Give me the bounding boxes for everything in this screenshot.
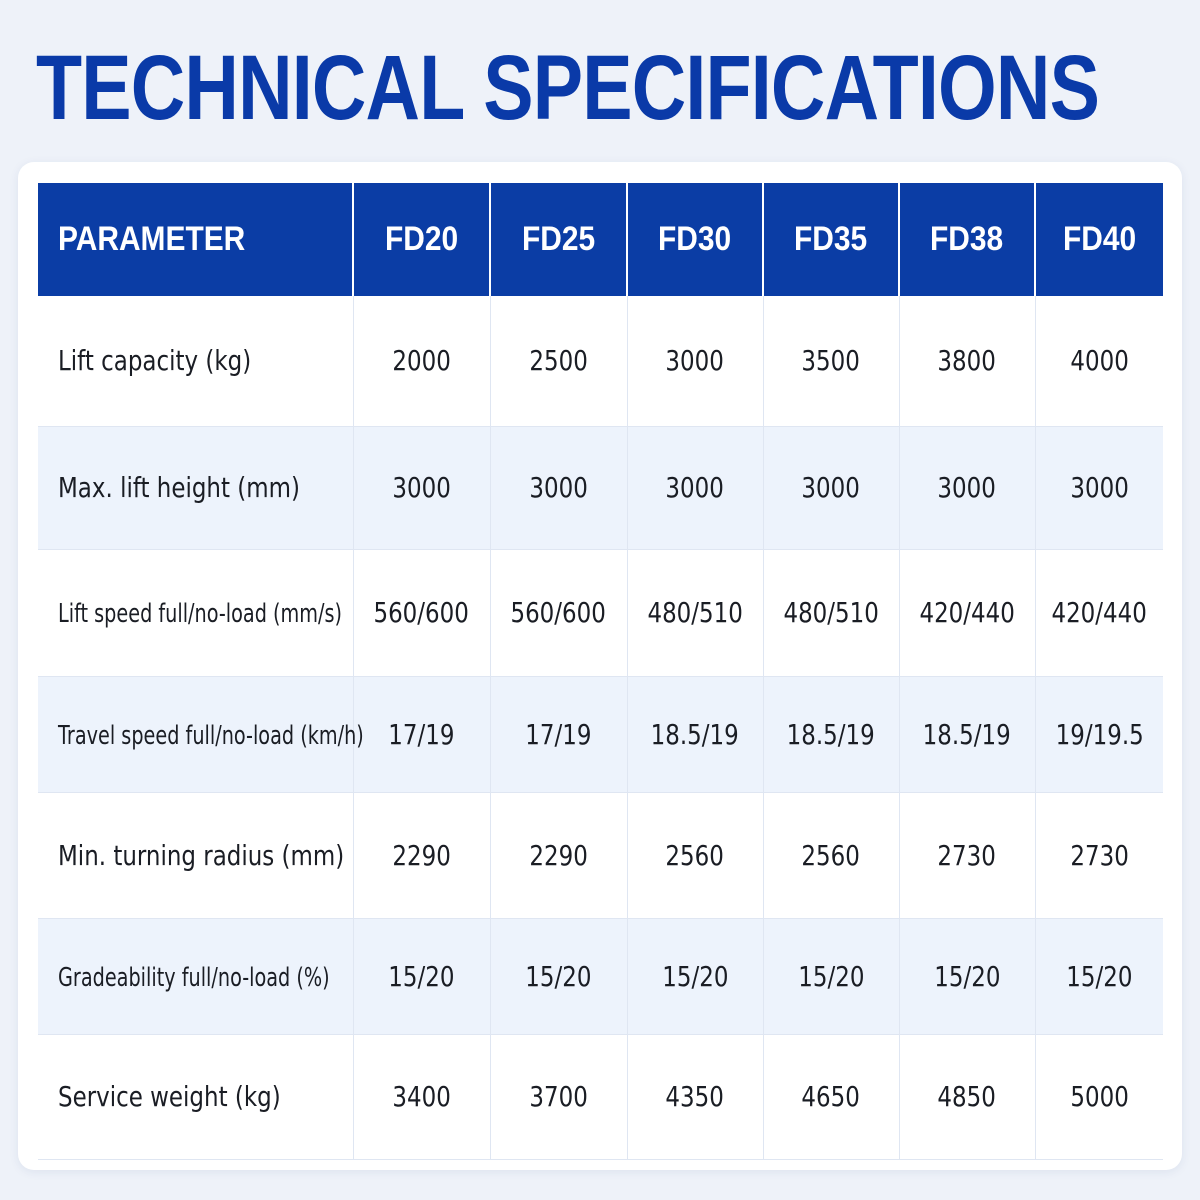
table-cell: 2000 bbox=[353, 296, 490, 426]
header-model-fd25: FD25 bbox=[490, 183, 627, 296]
table-cell: 480/510 bbox=[763, 549, 899, 676]
table-cell: 3000 bbox=[763, 426, 899, 549]
header-parameter: PARAMETER bbox=[38, 183, 353, 296]
table-row bbox=[38, 426, 1163, 549]
table-cell: 2500 bbox=[490, 296, 627, 426]
header-model-fd20: FD20 bbox=[353, 183, 490, 296]
table-cell: 3000 bbox=[627, 296, 763, 426]
table-cell: 4000 bbox=[1035, 296, 1163, 426]
param-label: Max. lift height (mm) bbox=[38, 426, 353, 549]
table-cell: 15/20 bbox=[627, 918, 763, 1034]
table-cell: 2290 bbox=[353, 792, 490, 918]
table-cell: 15/20 bbox=[353, 918, 490, 1034]
table-cell: 3000 bbox=[1035, 426, 1163, 549]
table-cell: 15/20 bbox=[899, 918, 1035, 1034]
table-cell: 4850 bbox=[899, 1034, 1035, 1159]
table-cell: 18.5/19 bbox=[627, 676, 763, 792]
table-cell: 18.5/19 bbox=[899, 676, 1035, 792]
table-cell: 3000 bbox=[490, 426, 627, 549]
table-cell: 480/510 bbox=[627, 549, 763, 676]
param-label: Travel speed full/no-load (km/h) bbox=[38, 676, 353, 792]
table-cell: 4350 bbox=[627, 1034, 763, 1159]
table-cell: 560/600 bbox=[353, 549, 490, 676]
table-cell: 420/440 bbox=[899, 549, 1035, 676]
table-cell: 3000 bbox=[627, 426, 763, 549]
table-cell: 2730 bbox=[899, 792, 1035, 918]
param-label: Gradeability full/no-load (%) bbox=[38, 918, 353, 1034]
table-cell: 3000 bbox=[899, 426, 1035, 549]
table-cell: 3500 bbox=[763, 296, 899, 426]
header-model-fd35: FD35 bbox=[763, 183, 899, 296]
table-cell: 17/19 bbox=[490, 676, 627, 792]
table-cell: 420/440 bbox=[1035, 549, 1163, 676]
table-cell: 5000 bbox=[1035, 1034, 1163, 1159]
table-row bbox=[38, 296, 1163, 426]
table-cell: 15/20 bbox=[490, 918, 627, 1034]
param-label: Lift capacity (kg) bbox=[38, 296, 353, 426]
table-cell: 3000 bbox=[353, 426, 490, 549]
table-row bbox=[38, 918, 1163, 1034]
table-row bbox=[38, 676, 1163, 792]
table-cell: 3400 bbox=[353, 1034, 490, 1159]
table-row bbox=[38, 549, 1163, 676]
table-cell: 3800 bbox=[899, 296, 1035, 426]
table-cell: 15/20 bbox=[1035, 918, 1163, 1034]
param-label: Lift speed full/no-load (mm/s) bbox=[38, 549, 353, 676]
table-cell: 3700 bbox=[490, 1034, 627, 1159]
table-cell: 2290 bbox=[490, 792, 627, 918]
spec-table bbox=[38, 183, 1163, 1160]
table-cell: 19/19.5 bbox=[1035, 676, 1163, 792]
table-cell: 4650 bbox=[763, 1034, 899, 1159]
table-cell: 2730 bbox=[1035, 792, 1163, 918]
header-model-fd40: FD40 bbox=[1035, 183, 1163, 296]
header-model-fd38: FD38 bbox=[899, 183, 1035, 296]
param-label: Service weight (kg) bbox=[38, 1034, 353, 1159]
table-row bbox=[38, 792, 1163, 918]
table-row bbox=[38, 1034, 1163, 1159]
table-cell: 15/20 bbox=[763, 918, 899, 1034]
header-row bbox=[38, 183, 1163, 296]
table-cell: 17/19 bbox=[353, 676, 490, 792]
page-title: TECHNICAL SPECIFICATIONS bbox=[36, 37, 1100, 139]
table-cell: 2560 bbox=[627, 792, 763, 918]
param-label: Min. turning radius (mm) bbox=[38, 792, 353, 918]
table-cell: 2560 bbox=[763, 792, 899, 918]
table-cell: 560/600 bbox=[490, 549, 627, 676]
header-model-fd30: FD30 bbox=[627, 183, 763, 296]
table-cell: 18.5/19 bbox=[763, 676, 899, 792]
